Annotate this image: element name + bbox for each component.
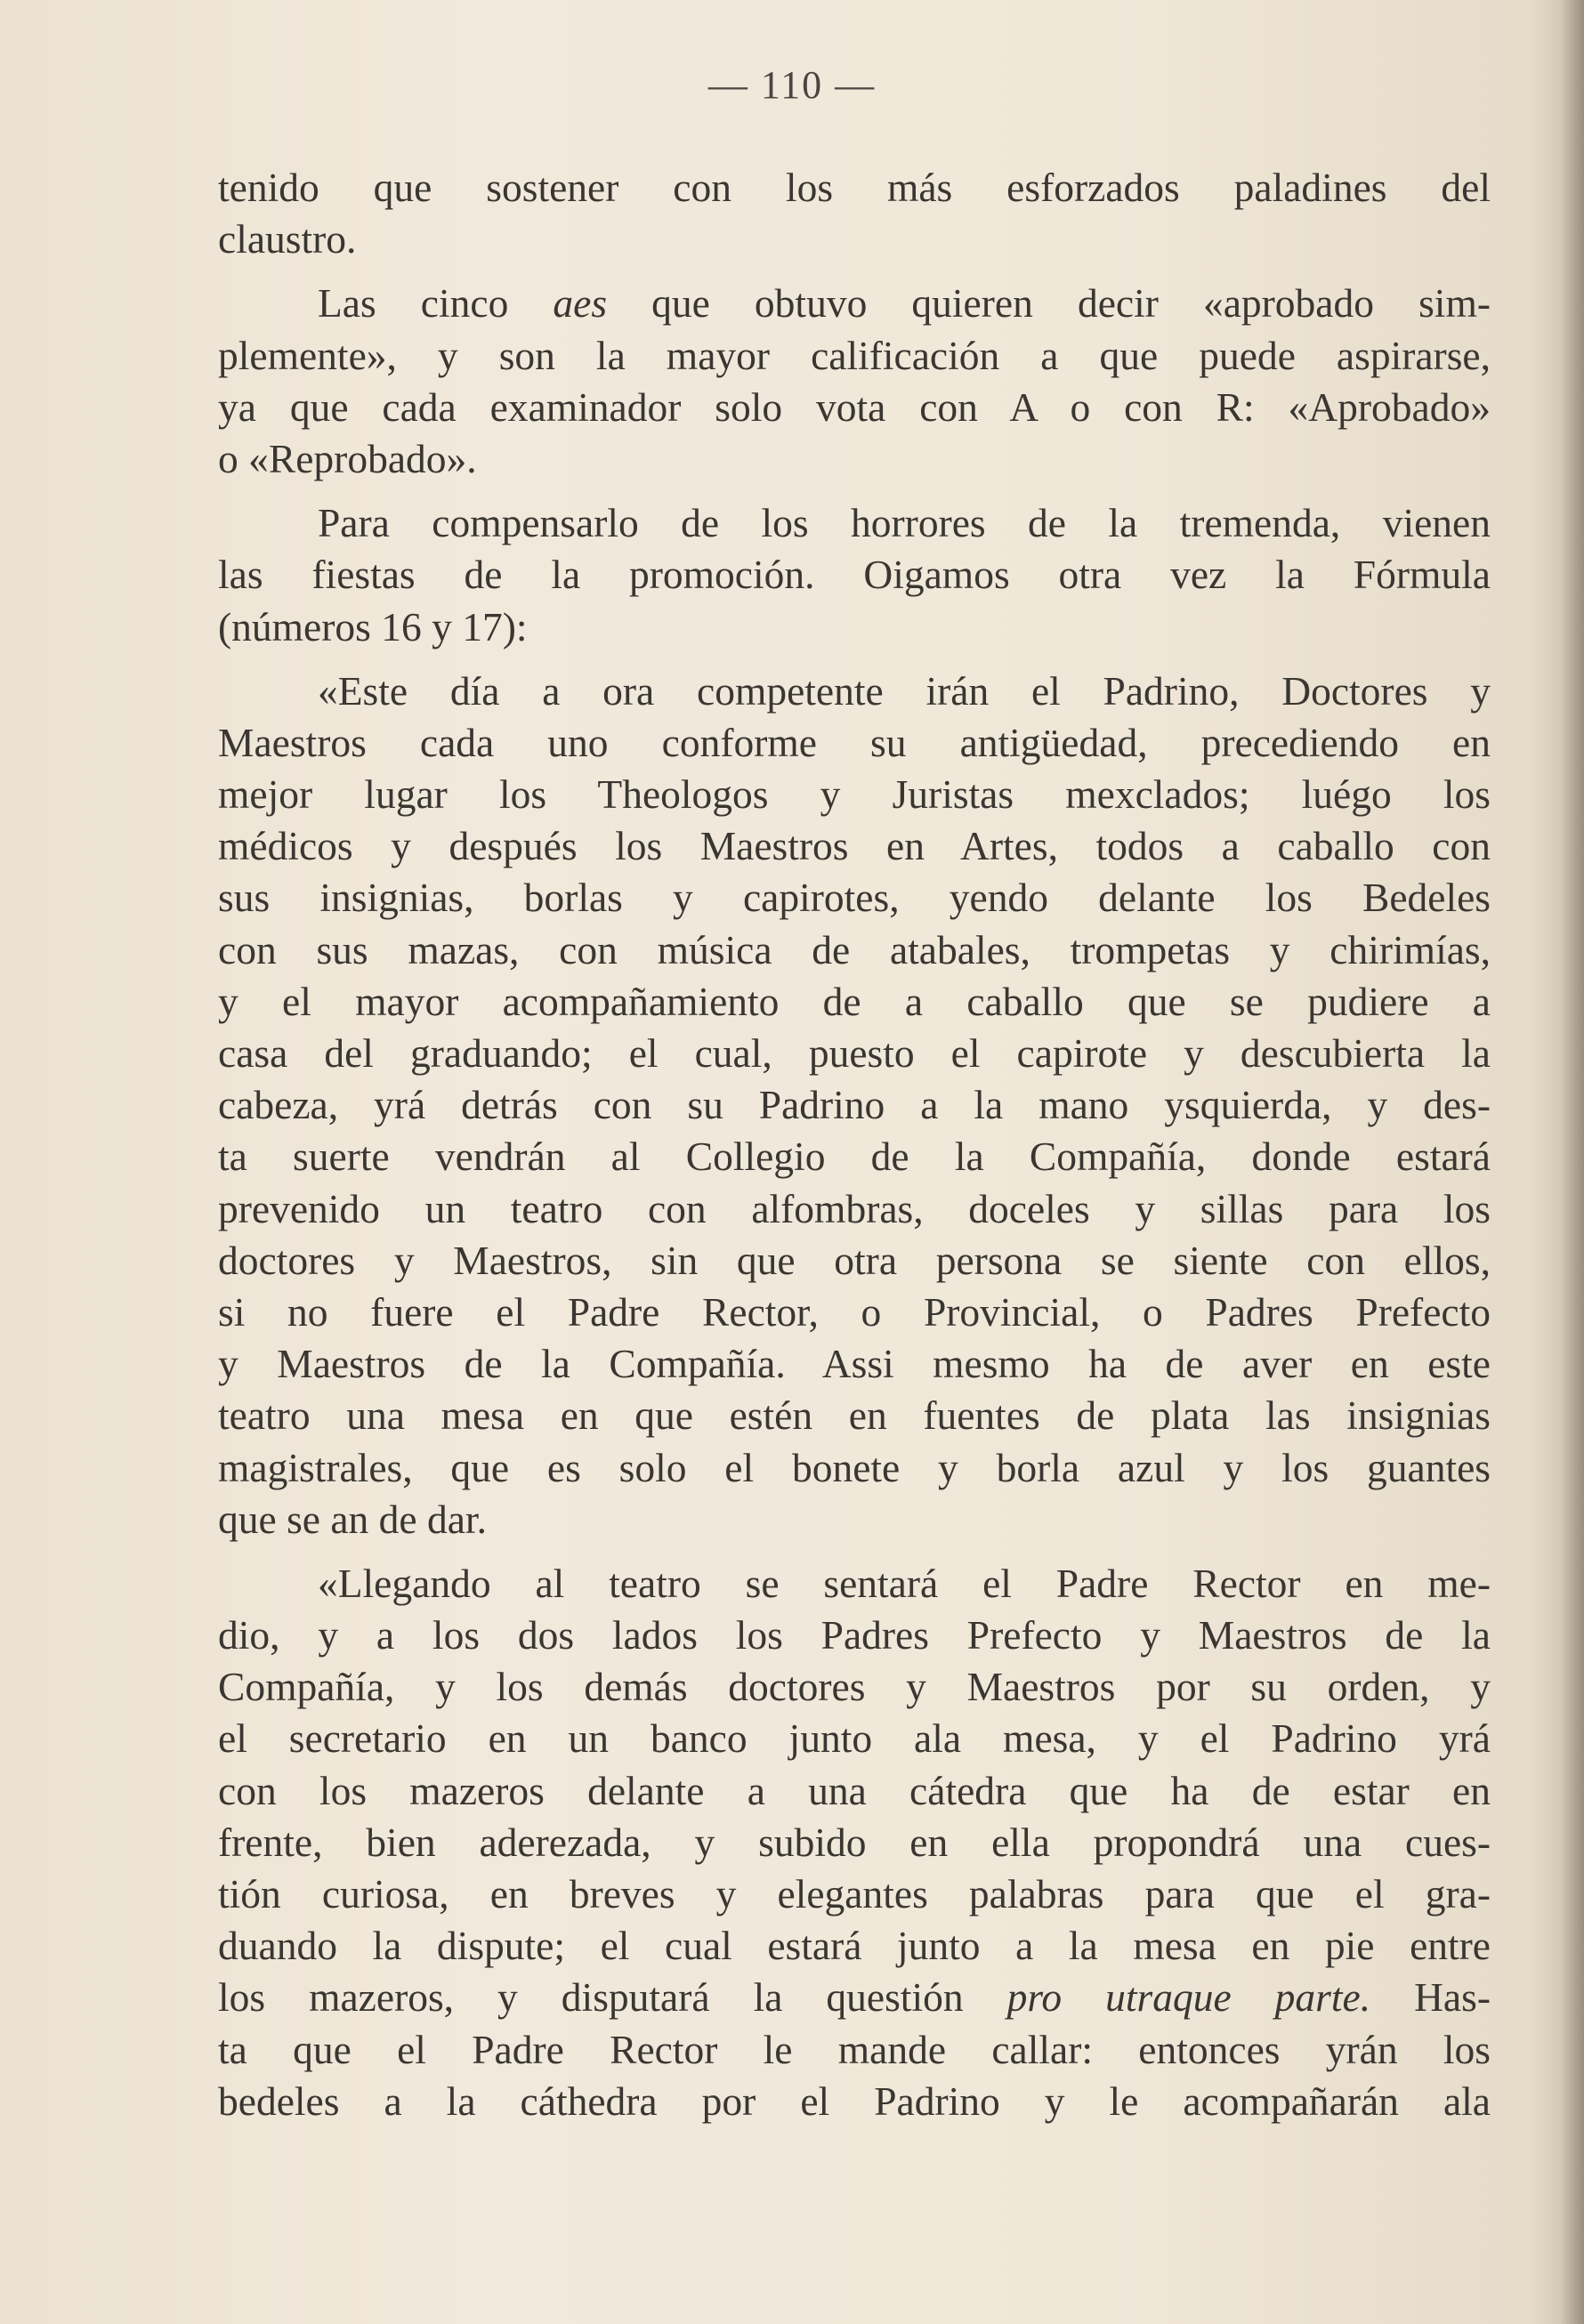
text-line: Maestros cada uno conforme su antigüedad, precediendo en [218, 719, 1491, 765]
text-line: «Llegando al teatro se sentará el Padre Rector en me- [318, 1560, 1491, 1606]
text-line: Para compensarlo de los horrores de la tremenda, vienen [318, 500, 1491, 546]
text-line: Las cinco aes que obtuvo quieren decir «aprobado sim- [318, 280, 1491, 327]
text-line: y Maestros de la Compañía. Assi mesmo ha de aver en este [218, 1341, 1491, 1387]
text-line: prevenido un teatro con alfombras, doceles y sillas para los [218, 1185, 1491, 1231]
text-line: si no fuere el Padre Rector, o Provincial, o Padres Prefecto [218, 1288, 1491, 1335]
text-line: los mazeros, y disputará la questión pro utraque parte. Has- [218, 1974, 1491, 2021]
text-line: ta suerte vendrán al Collegio de la Compañía, donde estará [218, 1134, 1491, 1180]
text-line: y el mayor acompañamiento de a caballo que se pudiere a [218, 978, 1491, 1024]
text-line: teatro una mesa en que estén en fuentes de plata las insignias [218, 1392, 1491, 1439]
text-line: (números 16 y 17): [218, 603, 528, 650]
text-line: bedeles a la cáthedra por el Padrino y le acompañarán ala [218, 2078, 1491, 2124]
text-line: que se an de dar. [218, 1496, 487, 1542]
text-line: claustro. [218, 216, 357, 262]
text-line: tión curiosa, en breves y elegantes palabras para que el gra- [218, 1871, 1491, 1916]
text-line: tenido que sostener con los más esforzados paladines del [218, 165, 1491, 210]
text-line: o «Reprobado». [218, 435, 477, 481]
text-line: ta que el Padre Rector le mande callar: entonces yrán los [218, 2026, 1491, 2072]
text-line: sus insignias, borlas y capirotes, yendo delante los Bedeles [218, 875, 1491, 921]
text-line: dio, y a los dos lados los Padres Prefecto y Maestros de la [218, 1612, 1491, 1658]
body-text [218, 162, 1491, 2127]
text-line: doctores y Maestros, sin que otra persona se siente con ellos, [218, 1237, 1491, 1283]
text-line: ya que cada examinador solo vota con A o con R: «Aprobado» [218, 383, 1491, 430]
text-line: casa del graduando; el cual, puesto el capirote y descubierta la [218, 1030, 1491, 1076]
binding-shadow [1531, 0, 1584, 2324]
text-line: mejor lugar los Theologos y Juristas mexclados; luégo los [218, 771, 1491, 818]
text-line: frente, bien aderezada, y subido en ella propondrá una cues- [218, 1819, 1491, 1865]
text-line: duando la dispute; el cual estará junto a la mesa en pie entre [218, 1923, 1491, 1969]
page-number: — 110 — [707, 63, 877, 107]
text-line: plemente», y son la mayor calificación a que puede aspirarse, [218, 332, 1491, 378]
text-line: con los mazeros delante a una cátedra que ha de estar en [218, 1767, 1491, 1813]
text-line: con sus mazas, con música de atabales, trompetas y chirimías, [218, 926, 1491, 972]
text-line: «Este día a ora competente irán el Padrino, Doctores y [318, 667, 1491, 714]
text-line: cabeza, yrá detrás con su Padrino a la mano ysquierda, y des- [218, 1082, 1491, 1128]
text-line: las fiestas de la promoción. Oigamos otra vez la Fórmula [218, 552, 1491, 598]
text-line: médicos y después los Maestros en Artes, todos a caballo con [218, 823, 1491, 869]
text-line: Compañía, y los demás doctores y Maestros por su orden, y [218, 1664, 1491, 1710]
text-line: el secretario en un banco junto ala mesa, y el Padrino yrá [218, 1715, 1491, 1762]
text-line: magistrales, que es solo el bonete y borla azul y los guantes [218, 1444, 1491, 1490]
